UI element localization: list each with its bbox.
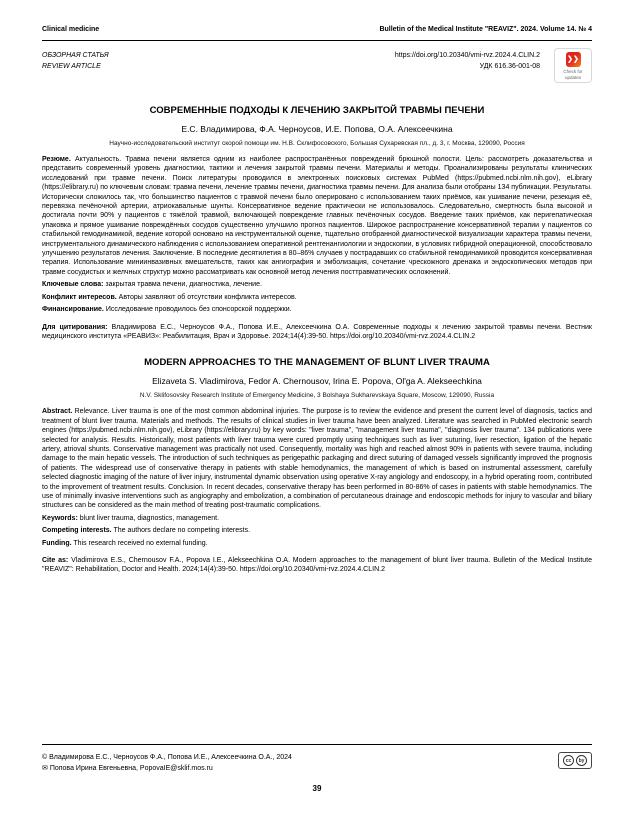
- cc-icon: cc: [563, 755, 574, 766]
- article-type-ru: ОБЗОРНАЯ СТАТЬЯ: [42, 52, 109, 59]
- envelope-icon: ✉: [42, 765, 48, 772]
- doi-link[interactable]: https://doi.org/10.20340/vmi-rvz.2024.4.CLIN.2: [394, 52, 540, 59]
- abstract-en: [42, 407, 592, 510]
- funding-en-text: This research received no external funding.: [73, 539, 208, 547]
- citation-en: [42, 556, 592, 575]
- funding-ru-text: Исследование проводилось без спонсорской поддержки.: [105, 306, 292, 314]
- running-head-journal: Bulletin of the Medical Institute "REAVIZ". 2024. Volume 14. № 4: [379, 26, 592, 33]
- citation-ru: [42, 323, 592, 342]
- funding-en: [42, 539, 592, 548]
- funding-en-label: Funding.: [42, 539, 72, 547]
- conflict-ru-label: Конфликт интересов.: [42, 293, 117, 301]
- abstract-ru: [42, 155, 592, 277]
- copyright-line: © Владимирова Е.С., Черноусов Ф.А., Попова И.Е., Алексеечкина О.А., 2024: [42, 754, 292, 761]
- footer-lines: [42, 752, 292, 774]
- crossmark-icon: ❯❯: [566, 52, 581, 67]
- affiliation-en: N.V. Sklifosovsky Research Institute of Emergency Medicine, 3 Bolshaya Sukharevskaya Square, Moscow, 129090, Russia: [139, 392, 495, 400]
- citation-en-text: Vladimirova E.S., Chernousov F.A., Popova I.E., Alekseechkina O.A. Modern approaches to the management of blunt liver trauma. Bulletin of the Medical Institute "REAVIZ": Rehabilitation, Doctor and Health. 2024;14(4):39-50. https://doi.org/10.20340/vmi-rvz.2024.4.CLIN.2: [42, 557, 592, 574]
- affiliation-ru: Научно-исследовательский институт скорой помощи им. Н.В. Склифосовского, Большая Сухаревская пл., д. 3, г. Москва, 129090, Россия: [109, 140, 525, 147]
- abstract-en-label: Abstract.: [42, 408, 73, 416]
- cc-by-license-badge[interactable]: [558, 752, 592, 769]
- keywords-en-label: Keywords:: [42, 514, 78, 522]
- funding-ru-label: Финансирование.: [42, 306, 104, 314]
- conflict-ru-text: Авторы заявляют об отсутствии конфликта интересов.: [118, 293, 297, 301]
- title-ru: СОВРЕМЕННЫЕ ПОДХОДЫ К ЛЕЧЕНИЮ ЗАКРЫТОЙ ТРАВМЫ ПЕЧЕНИ: [149, 105, 485, 116]
- article-meta: [42, 50, 592, 90]
- keywords-ru-text: закрытая травма печени, диагностика, лечение.: [105, 281, 262, 289]
- abstract-ru-text: Актуальность. Травма печени является одним из наиболее распространённых повреждений брюшной полости. Цель: рассмотреть доказательства и представить современный уровень диагностики, тактики и лечения закрытой травмы печени. Материалы и методы. Проанализированы результаты клинических исследований при травме печени. Поиск литературы проводился в электронных поисковых системах PubMed (https://pubmed.ncbi.nlm.nih.gov), eLibrary (https://elibrary.ru) по ключевым словам: травма печени, лечение травмы печени, диагностика травмы печени. Для анализа были отобраны 134 публикации. Результаты. Исторически сложилось так, что большинство пациентов с травмой печени было оперировано с использованием таких приёмов, как ушивание печени, резекция её, перевязка печёночной артерии, атриокавальные шунты. Консервативное ведение практически не использовалось. Следовательно, смертность была высокой и достигала почти 90% у пациентов с тяжёлой травмой, включающей повреждение главных печёночных сосудов. Введение таких приёмов, как перигепатическая упаковка и прямое ушивание повреждённых сосудов существенно улучшило прогноз пациентов. Широкое распространение консервативной терапии у пациентов со стабильной гемодинамикой, ведение которой основано на инструментальной оценке, тщательно отобранной диагностической визуализации характера травмы печени, инструментального динамического наблюдения с использованием оперативной рентгенангиологии и эндоскопии, в условиях гибридной операционной, способствовало улучшению результатов лечения. Заключение. В последние десятилетия в 80–86% случаев у пострадавших со стабильной гемодинамикой проводится консервативная терапия. Использование миниинвазивных вмешательств, таких как ангиография и эмболизация, сочетание чрескожного дренажа и эндоскопических методов при травме сосудистых и желчных структур можно рассматривать как основной метод лечения посттравматических осложнений.: [42, 156, 592, 276]
- keywords-en: [42, 514, 592, 523]
- page-number: 39: [312, 784, 322, 793]
- citation-ru-text: Владимирова Е.С., Черноусов Ф.А., Попова И.Е., Алексеечкина О.А. Современные подходы к лечению закрытой травмы печени. Вестник медицинского института «РЕАВИЗ»: Реабилитация, Врач и Здоровье. 2024;14(4):39-50. https://doi.org/10.20340/vmi-rvz.2024.4.CLIN.2: [42, 323, 592, 340]
- funding-ru: [42, 305, 592, 314]
- citation-ru-label: Для цитирования:: [42, 323, 108, 331]
- conflict-en: [42, 526, 592, 535]
- corresponding-author-text: Попова Ирина Евгеньевна, PopovaIE@sklif.mos.ru: [49, 765, 213, 772]
- article-type-block: [42, 50, 109, 90]
- article-type-en: REVIEW ARTICLE: [42, 63, 101, 70]
- identifiers-block: [395, 50, 540, 90]
- title-en: MODERN APPROACHES TO THE MANAGEMENT OF BLUNT LIVER TRAUMA: [144, 357, 490, 369]
- conflict-ru: [42, 293, 592, 302]
- abstract-en-text: Relevance. Liver trauma is one of the most common abdominal injuries. The purpose is to review the evidence and present the current level of diagnosis, tactics and treatment of blunt liver trauma. Materials and methods. The results of clinical studies in liver trauma have been analyzed. Literature was searched in PubMed electronic search engines (https://pubmed.ncbi.nlm.nih.gov), eLibrary (https://elibrary.ru) by key words: "liver trauma", "management liver trauma", "diagnosis liver trauma". 134 publications were selected for analysis. Results. Historically, most patients with liver trauma were cured promptly using techniques such as liver suturing, liver resection, ligation of the hepatic artery, atrioval shunts. Conservative management was practically not used. Consequently, mortality was high and reached almost 90% in patients with severe trauma, including damage to the main hepatic vessels. The introduction of such techniques as perigepathic packaging and direct suturing of damaged vessels significantly improved the prognosis of patients. The widespread use of conservative therapy in patients with stable hemodynamics, the management of which is based on instrumental assessment, carefully selected diagnostic imaging of the nature of liver injury, instrumental dynamic observation using operative X-ray angiology and endoscopy, in a hybrid operating room, contributed to the improvement of treatment results. Conclusion. In recent decades, conservative therapy has been performed in 80-86% of cases in patients with stable hemodynamics. The use of minimally invasive interventions such as angiography and embolization, a combination of percutaneous drainage and endoscopic methods for injury to vascular and biliary structures can be considered as the main method of treating post-traumatic complications.: [42, 408, 592, 510]
- keywords-ru: [42, 280, 592, 289]
- citation-en-label: Cite as:: [42, 557, 69, 564]
- crossmark-badge[interactable]: [554, 48, 592, 83]
- page-footer: [42, 744, 592, 774]
- udk-number: УДК 616.36-001-08: [479, 63, 540, 70]
- authors-ru: Е.С. Владимирова, Ф.А. Черноусов, И.Е. Попова, О.А. Алексеечкина: [181, 124, 453, 134]
- running-head: [42, 26, 592, 33]
- conflict-en-text: The authors declare no competing interests.: [113, 527, 251, 535]
- footer-rule: [42, 744, 592, 745]
- by-person-icon: by: [576, 755, 587, 766]
- corresponding-author-line[interactable]: [42, 763, 292, 774]
- authors-en: Elizaveta S. Vladimirova, Fedor A. Chernousov, Irina E. Popova, Ol'ga A. Alekseechkina: [152, 376, 482, 387]
- header-rule: [42, 40, 592, 41]
- running-head-section: Clinical medicine: [42, 26, 100, 33]
- keywords-ru-label: Ключевые слова:: [42, 281, 104, 289]
- keywords-en-text: blunt liver trauma, diagnostics, management.: [79, 514, 220, 522]
- crossmark-label: Check for updates: [563, 69, 583, 80]
- abstract-ru-label: Резюме.: [42, 156, 71, 163]
- conflict-en-label: Competing interests.: [42, 527, 112, 535]
